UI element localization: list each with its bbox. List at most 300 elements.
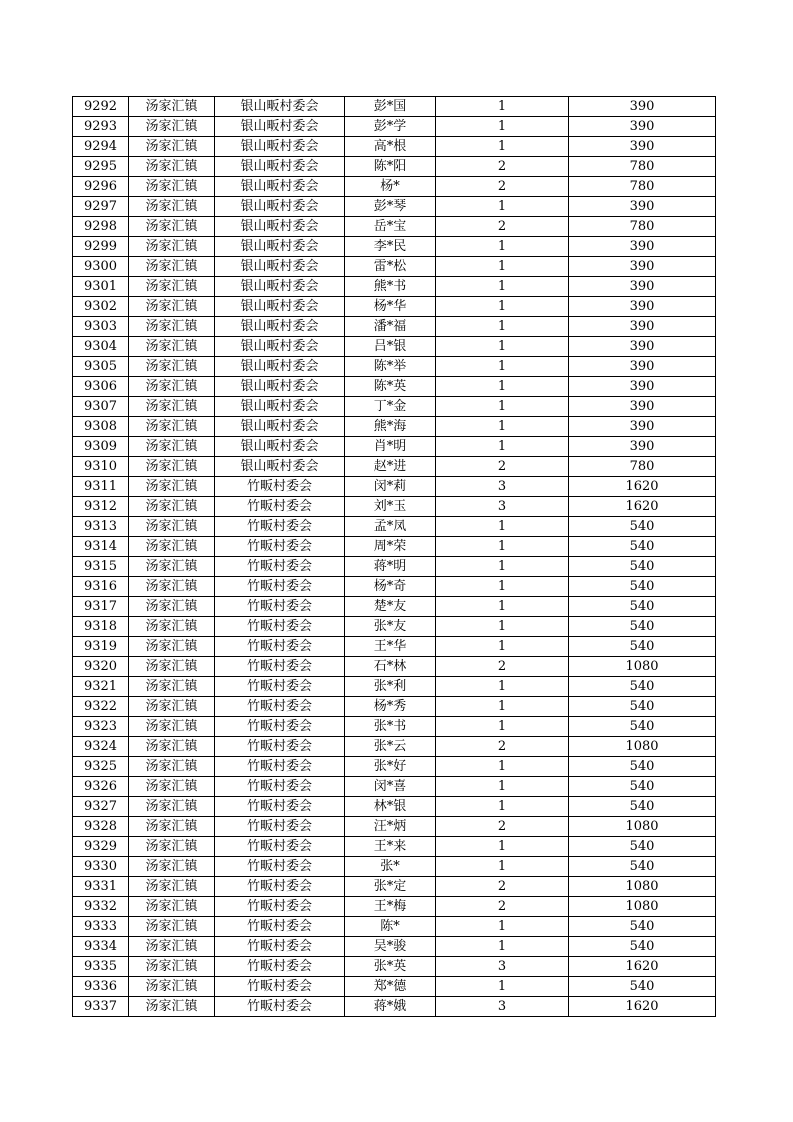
count-cell: 1 xyxy=(436,597,569,617)
name-cell: 王*华 xyxy=(345,637,436,657)
town-cell: 汤家汇镇 xyxy=(129,777,215,797)
table-row xyxy=(73,277,716,297)
row-number-cell: 9295 xyxy=(73,157,129,177)
village-committee-cell: 银山畈村委会 xyxy=(215,457,345,477)
table-row xyxy=(73,437,716,457)
count-cell: 1 xyxy=(436,197,569,217)
village-committee-cell: 银山畈村委会 xyxy=(215,177,345,197)
name-cell: 高*根 xyxy=(345,137,436,157)
row-number-cell: 9330 xyxy=(73,857,129,877)
count-cell: 1 xyxy=(436,577,569,597)
name-cell: 楚*友 xyxy=(345,597,436,617)
amount-cell: 1080 xyxy=(569,877,716,897)
village-committee-cell: 竹畈村委会 xyxy=(215,977,345,997)
table-row xyxy=(73,557,716,577)
town-cell: 汤家汇镇 xyxy=(129,877,215,897)
village-committee-cell: 竹畈村委会 xyxy=(215,837,345,857)
village-committee-cell: 竹畈村委会 xyxy=(215,777,345,797)
row-number-cell: 9309 xyxy=(73,437,129,457)
village-committee-cell: 银山畈村委会 xyxy=(215,97,345,117)
table-row xyxy=(73,677,716,697)
table-row xyxy=(73,97,716,117)
table-row xyxy=(73,117,716,137)
town-cell: 汤家汇镇 xyxy=(129,937,215,957)
town-cell: 汤家汇镇 xyxy=(129,917,215,937)
row-number-cell: 9307 xyxy=(73,397,129,417)
town-cell: 汤家汇镇 xyxy=(129,897,215,917)
row-number-cell: 9292 xyxy=(73,97,129,117)
town-cell: 汤家汇镇 xyxy=(129,537,215,557)
row-number-cell: 9332 xyxy=(73,897,129,917)
count-cell: 1 xyxy=(436,137,569,157)
village-committee-cell: 银山畈村委会 xyxy=(215,217,345,237)
row-number-cell: 9317 xyxy=(73,597,129,617)
count-cell: 1 xyxy=(436,757,569,777)
amount-cell: 1620 xyxy=(569,957,716,977)
village-committee-cell: 竹畈村委会 xyxy=(215,937,345,957)
name-cell: 杨* xyxy=(345,177,436,197)
row-number-cell: 9308 xyxy=(73,417,129,437)
name-cell: 张* xyxy=(345,857,436,877)
name-cell: 吴*骏 xyxy=(345,937,436,957)
name-cell: 张*英 xyxy=(345,957,436,977)
town-cell: 汤家汇镇 xyxy=(129,397,215,417)
name-cell: 李*民 xyxy=(345,237,436,257)
row-number-cell: 9312 xyxy=(73,497,129,517)
name-cell: 熊*书 xyxy=(345,277,436,297)
row-number-cell: 9293 xyxy=(73,117,129,137)
count-cell: 1 xyxy=(436,937,569,957)
name-cell: 彭*学 xyxy=(345,117,436,137)
row-number-cell: 9319 xyxy=(73,637,129,657)
row-number-cell: 9296 xyxy=(73,177,129,197)
town-cell: 汤家汇镇 xyxy=(129,217,215,237)
amount-cell: 390 xyxy=(569,317,716,337)
village-committee-cell: 竹畈村委会 xyxy=(215,897,345,917)
row-number-cell: 9331 xyxy=(73,877,129,897)
row-number-cell: 9320 xyxy=(73,657,129,677)
village-committee-cell: 竹畈村委会 xyxy=(215,557,345,577)
table-row xyxy=(73,537,716,557)
row-number-cell: 9314 xyxy=(73,537,129,557)
row-number-cell: 9334 xyxy=(73,937,129,957)
name-cell: 孟*凤 xyxy=(345,517,436,537)
table-row xyxy=(73,517,716,537)
village-committee-cell: 竹畈村委会 xyxy=(215,717,345,737)
count-cell: 1 xyxy=(436,697,569,717)
row-number-cell: 9294 xyxy=(73,137,129,157)
row-number-cell: 9300 xyxy=(73,257,129,277)
table-row xyxy=(73,317,716,337)
count-cell: 1 xyxy=(436,637,569,657)
town-cell: 汤家汇镇 xyxy=(129,337,215,357)
amount-cell: 540 xyxy=(569,697,716,717)
town-cell: 汤家汇镇 xyxy=(129,977,215,997)
name-cell: 熊*海 xyxy=(345,417,436,437)
village-committee-cell: 竹畈村委会 xyxy=(215,797,345,817)
count-cell: 3 xyxy=(436,957,569,977)
town-cell: 汤家汇镇 xyxy=(129,137,215,157)
village-committee-cell: 竹畈村委会 xyxy=(215,597,345,617)
table-row xyxy=(73,637,716,657)
table-row xyxy=(73,297,716,317)
amount-cell: 390 xyxy=(569,417,716,437)
count-cell: 3 xyxy=(436,497,569,517)
village-committee-cell: 竹畈村委会 xyxy=(215,957,345,977)
village-committee-cell: 银山畈村委会 xyxy=(215,397,345,417)
table-row xyxy=(73,597,716,617)
amount-cell: 540 xyxy=(569,837,716,857)
count-cell: 1 xyxy=(436,557,569,577)
count-cell: 3 xyxy=(436,477,569,497)
table-row xyxy=(73,377,716,397)
count-cell: 1 xyxy=(436,257,569,277)
name-cell: 蒋*娥 xyxy=(345,997,436,1017)
row-number-cell: 9302 xyxy=(73,297,129,317)
town-cell: 汤家汇镇 xyxy=(129,677,215,697)
town-cell: 汤家汇镇 xyxy=(129,577,215,597)
village-committee-cell: 银山畈村委会 xyxy=(215,357,345,377)
amount-cell: 780 xyxy=(569,457,716,477)
town-cell: 汤家汇镇 xyxy=(129,157,215,177)
town-cell: 汤家汇镇 xyxy=(129,457,215,477)
town-cell: 汤家汇镇 xyxy=(129,557,215,577)
row-number-cell: 9298 xyxy=(73,217,129,237)
table-row xyxy=(73,757,716,777)
village-committee-cell: 竹畈村委会 xyxy=(215,517,345,537)
table-row xyxy=(73,917,716,937)
amount-cell: 540 xyxy=(569,857,716,877)
row-number-cell: 9299 xyxy=(73,237,129,257)
name-cell: 陈*阳 xyxy=(345,157,436,177)
row-number-cell: 9323 xyxy=(73,717,129,737)
name-cell: 吕*银 xyxy=(345,337,436,357)
village-committee-cell: 竹畈村委会 xyxy=(215,817,345,837)
row-number-cell: 9304 xyxy=(73,337,129,357)
name-cell: 彭*琴 xyxy=(345,197,436,217)
town-cell: 汤家汇镇 xyxy=(129,357,215,377)
data-table xyxy=(72,96,716,1017)
name-cell: 闵*莉 xyxy=(345,477,436,497)
count-cell: 2 xyxy=(436,457,569,477)
town-cell: 汤家汇镇 xyxy=(129,857,215,877)
count-cell: 1 xyxy=(436,297,569,317)
name-cell: 周*荣 xyxy=(345,537,436,557)
town-cell: 汤家汇镇 xyxy=(129,297,215,317)
count-cell: 2 xyxy=(436,657,569,677)
table-row xyxy=(73,777,716,797)
amount-cell: 390 xyxy=(569,97,716,117)
table-row xyxy=(73,457,716,477)
table-row xyxy=(73,897,716,917)
name-cell: 蒋*明 xyxy=(345,557,436,577)
count-cell: 1 xyxy=(436,357,569,377)
table-row xyxy=(73,837,716,857)
count-cell: 2 xyxy=(436,177,569,197)
table-row xyxy=(73,217,716,237)
count-cell: 2 xyxy=(436,157,569,177)
table-row xyxy=(73,957,716,977)
count-cell: 1 xyxy=(436,517,569,537)
name-cell: 彭*国 xyxy=(345,97,436,117)
town-cell: 汤家汇镇 xyxy=(129,237,215,257)
name-cell: 雷*松 xyxy=(345,257,436,277)
village-committee-cell: 银山畈村委会 xyxy=(215,157,345,177)
table-row xyxy=(73,797,716,817)
table-row xyxy=(73,697,716,717)
amount-cell: 1080 xyxy=(569,737,716,757)
amount-cell: 540 xyxy=(569,637,716,657)
count-cell: 1 xyxy=(436,857,569,877)
village-committee-cell: 竹畈村委会 xyxy=(215,497,345,517)
amount-cell: 390 xyxy=(569,397,716,417)
row-number-cell: 9327 xyxy=(73,797,129,817)
town-cell: 汤家汇镇 xyxy=(129,797,215,817)
name-cell: 张*利 xyxy=(345,677,436,697)
table-row xyxy=(73,617,716,637)
count-cell: 1 xyxy=(436,417,569,437)
amount-cell: 540 xyxy=(569,577,716,597)
count-cell: 1 xyxy=(436,277,569,297)
village-committee-cell: 竹畈村委会 xyxy=(215,537,345,557)
count-cell: 1 xyxy=(436,977,569,997)
count-cell: 1 xyxy=(436,97,569,117)
name-cell: 张*云 xyxy=(345,737,436,757)
row-number-cell: 9326 xyxy=(73,777,129,797)
count-cell: 1 xyxy=(436,397,569,417)
name-cell: 王*来 xyxy=(345,837,436,857)
name-cell: 潘*福 xyxy=(345,317,436,337)
table-row xyxy=(73,357,716,377)
row-number-cell: 9316 xyxy=(73,577,129,597)
table-row xyxy=(73,577,716,597)
town-cell: 汤家汇镇 xyxy=(129,637,215,657)
table-body xyxy=(73,97,716,1017)
amount-cell: 540 xyxy=(569,977,716,997)
amount-cell: 390 xyxy=(569,197,716,217)
table-row xyxy=(73,137,716,157)
table-row xyxy=(73,657,716,677)
name-cell: 闵*喜 xyxy=(345,777,436,797)
village-committee-cell: 银山畈村委会 xyxy=(215,197,345,217)
count-cell: 2 xyxy=(436,877,569,897)
amount-cell: 390 xyxy=(569,377,716,397)
count-cell: 1 xyxy=(436,797,569,817)
name-cell: 陈*举 xyxy=(345,357,436,377)
name-cell: 陈*英 xyxy=(345,377,436,397)
count-cell: 2 xyxy=(436,737,569,757)
amount-cell: 540 xyxy=(569,597,716,617)
village-committee-cell: 竹畈村委会 xyxy=(215,617,345,637)
amount-cell: 540 xyxy=(569,777,716,797)
amount-cell: 540 xyxy=(569,537,716,557)
amount-cell: 390 xyxy=(569,237,716,257)
town-cell: 汤家汇镇 xyxy=(129,317,215,337)
amount-cell: 540 xyxy=(569,557,716,577)
town-cell: 汤家汇镇 xyxy=(129,737,215,757)
row-number-cell: 9310 xyxy=(73,457,129,477)
village-committee-cell: 银山畈村委会 xyxy=(215,137,345,157)
count-cell: 1 xyxy=(436,337,569,357)
count-cell: 1 xyxy=(436,837,569,857)
town-cell: 汤家汇镇 xyxy=(129,617,215,637)
row-number-cell: 9313 xyxy=(73,517,129,537)
town-cell: 汤家汇镇 xyxy=(129,477,215,497)
amount-cell: 1620 xyxy=(569,997,716,1017)
table-row xyxy=(73,477,716,497)
count-cell: 1 xyxy=(436,717,569,737)
table-row xyxy=(73,397,716,417)
table-row xyxy=(73,977,716,997)
table-row xyxy=(73,197,716,217)
count-cell: 1 xyxy=(436,777,569,797)
amount-cell: 390 xyxy=(569,437,716,457)
name-cell: 岳*宝 xyxy=(345,217,436,237)
village-committee-cell: 竹畈村委会 xyxy=(215,477,345,497)
row-number-cell: 9324 xyxy=(73,737,129,757)
row-number-cell: 9311 xyxy=(73,477,129,497)
table-row xyxy=(73,257,716,277)
row-number-cell: 9335 xyxy=(73,957,129,977)
town-cell: 汤家汇镇 xyxy=(129,697,215,717)
amount-cell: 1080 xyxy=(569,817,716,837)
amount-cell: 780 xyxy=(569,177,716,197)
town-cell: 汤家汇镇 xyxy=(129,277,215,297)
count-cell: 1 xyxy=(436,617,569,637)
count-cell: 2 xyxy=(436,897,569,917)
village-committee-cell: 竹畈村委会 xyxy=(215,757,345,777)
village-committee-cell: 竹畈村委会 xyxy=(215,857,345,877)
town-cell: 汤家汇镇 xyxy=(129,177,215,197)
village-committee-cell: 银山畈村委会 xyxy=(215,437,345,457)
village-committee-cell: 竹畈村委会 xyxy=(215,997,345,1017)
town-cell: 汤家汇镇 xyxy=(129,257,215,277)
name-cell: 肖*明 xyxy=(345,437,436,457)
table-row xyxy=(73,817,716,837)
village-committee-cell: 竹畈村委会 xyxy=(215,697,345,717)
name-cell: 杨*华 xyxy=(345,297,436,317)
count-cell: 2 xyxy=(436,217,569,237)
row-number-cell: 9322 xyxy=(73,697,129,717)
village-committee-cell: 银山畈村委会 xyxy=(215,377,345,397)
amount-cell: 540 xyxy=(569,617,716,637)
name-cell: 张*定 xyxy=(345,877,436,897)
amount-cell: 390 xyxy=(569,357,716,377)
count-cell: 1 xyxy=(436,117,569,137)
village-committee-cell: 竹畈村委会 xyxy=(215,677,345,697)
table-row xyxy=(73,737,716,757)
count-cell: 1 xyxy=(436,437,569,457)
amount-cell: 780 xyxy=(569,217,716,237)
name-cell: 丁*金 xyxy=(345,397,436,417)
town-cell: 汤家汇镇 xyxy=(129,957,215,977)
table-row xyxy=(73,877,716,897)
table-row xyxy=(73,237,716,257)
name-cell: 杨*秀 xyxy=(345,697,436,717)
amount-cell: 390 xyxy=(569,277,716,297)
name-cell: 林*银 xyxy=(345,797,436,817)
town-cell: 汤家汇镇 xyxy=(129,837,215,857)
count-cell: 1 xyxy=(436,537,569,557)
row-number-cell: 9315 xyxy=(73,557,129,577)
amount-cell: 540 xyxy=(569,677,716,697)
table-row xyxy=(73,997,716,1017)
table-row xyxy=(73,177,716,197)
village-committee-cell: 竹畈村委会 xyxy=(215,577,345,597)
town-cell: 汤家汇镇 xyxy=(129,97,215,117)
count-cell: 1 xyxy=(436,237,569,257)
town-cell: 汤家汇镇 xyxy=(129,717,215,737)
village-committee-cell: 银山畈村委会 xyxy=(215,237,345,257)
amount-cell: 1080 xyxy=(569,897,716,917)
town-cell: 汤家汇镇 xyxy=(129,997,215,1017)
name-cell: 杨*奇 xyxy=(345,577,436,597)
amount-cell: 780 xyxy=(569,157,716,177)
town-cell: 汤家汇镇 xyxy=(129,497,215,517)
row-number-cell: 9329 xyxy=(73,837,129,857)
count-cell: 1 xyxy=(436,377,569,397)
village-committee-cell: 竹畈村委会 xyxy=(215,657,345,677)
amount-cell: 1620 xyxy=(569,497,716,517)
row-number-cell: 9301 xyxy=(73,277,129,297)
name-cell: 王*梅 xyxy=(345,897,436,917)
village-committee-cell: 银山畈村委会 xyxy=(215,297,345,317)
village-committee-cell: 竹畈村委会 xyxy=(215,637,345,657)
town-cell: 汤家汇镇 xyxy=(129,197,215,217)
town-cell: 汤家汇镇 xyxy=(129,117,215,137)
amount-cell: 390 xyxy=(569,117,716,137)
row-number-cell: 9325 xyxy=(73,757,129,777)
row-number-cell: 9303 xyxy=(73,317,129,337)
amount-cell: 540 xyxy=(569,757,716,777)
amount-cell: 540 xyxy=(569,797,716,817)
village-committee-cell: 竹畈村委会 xyxy=(215,917,345,937)
amount-cell: 1080 xyxy=(569,657,716,677)
amount-cell: 390 xyxy=(569,297,716,317)
village-committee-cell: 银山畈村委会 xyxy=(215,117,345,137)
count-cell: 2 xyxy=(436,817,569,837)
name-cell: 陈* xyxy=(345,917,436,937)
name-cell: 赵*进 xyxy=(345,457,436,477)
village-committee-cell: 银山畈村委会 xyxy=(215,417,345,437)
count-cell: 1 xyxy=(436,317,569,337)
count-cell: 3 xyxy=(436,997,569,1017)
count-cell: 1 xyxy=(436,917,569,937)
town-cell: 汤家汇镇 xyxy=(129,657,215,677)
town-cell: 汤家汇镇 xyxy=(129,417,215,437)
village-committee-cell: 竹畈村委会 xyxy=(215,877,345,897)
name-cell: 石*林 xyxy=(345,657,436,677)
name-cell: 张*好 xyxy=(345,757,436,777)
amount-cell: 390 xyxy=(569,337,716,357)
table-row xyxy=(73,417,716,437)
town-cell: 汤家汇镇 xyxy=(129,757,215,777)
name-cell: 张*友 xyxy=(345,617,436,637)
count-cell: 1 xyxy=(436,677,569,697)
name-cell: 郑*德 xyxy=(345,977,436,997)
village-committee-cell: 竹畈村委会 xyxy=(215,737,345,757)
name-cell: 张*书 xyxy=(345,717,436,737)
row-number-cell: 9305 xyxy=(73,357,129,377)
row-number-cell: 9333 xyxy=(73,917,129,937)
village-committee-cell: 银山畈村委会 xyxy=(215,257,345,277)
amount-cell: 540 xyxy=(569,717,716,737)
table-row xyxy=(73,157,716,177)
row-number-cell: 9297 xyxy=(73,197,129,217)
amount-cell: 390 xyxy=(569,257,716,277)
amount-cell: 1620 xyxy=(569,477,716,497)
table-row xyxy=(73,937,716,957)
